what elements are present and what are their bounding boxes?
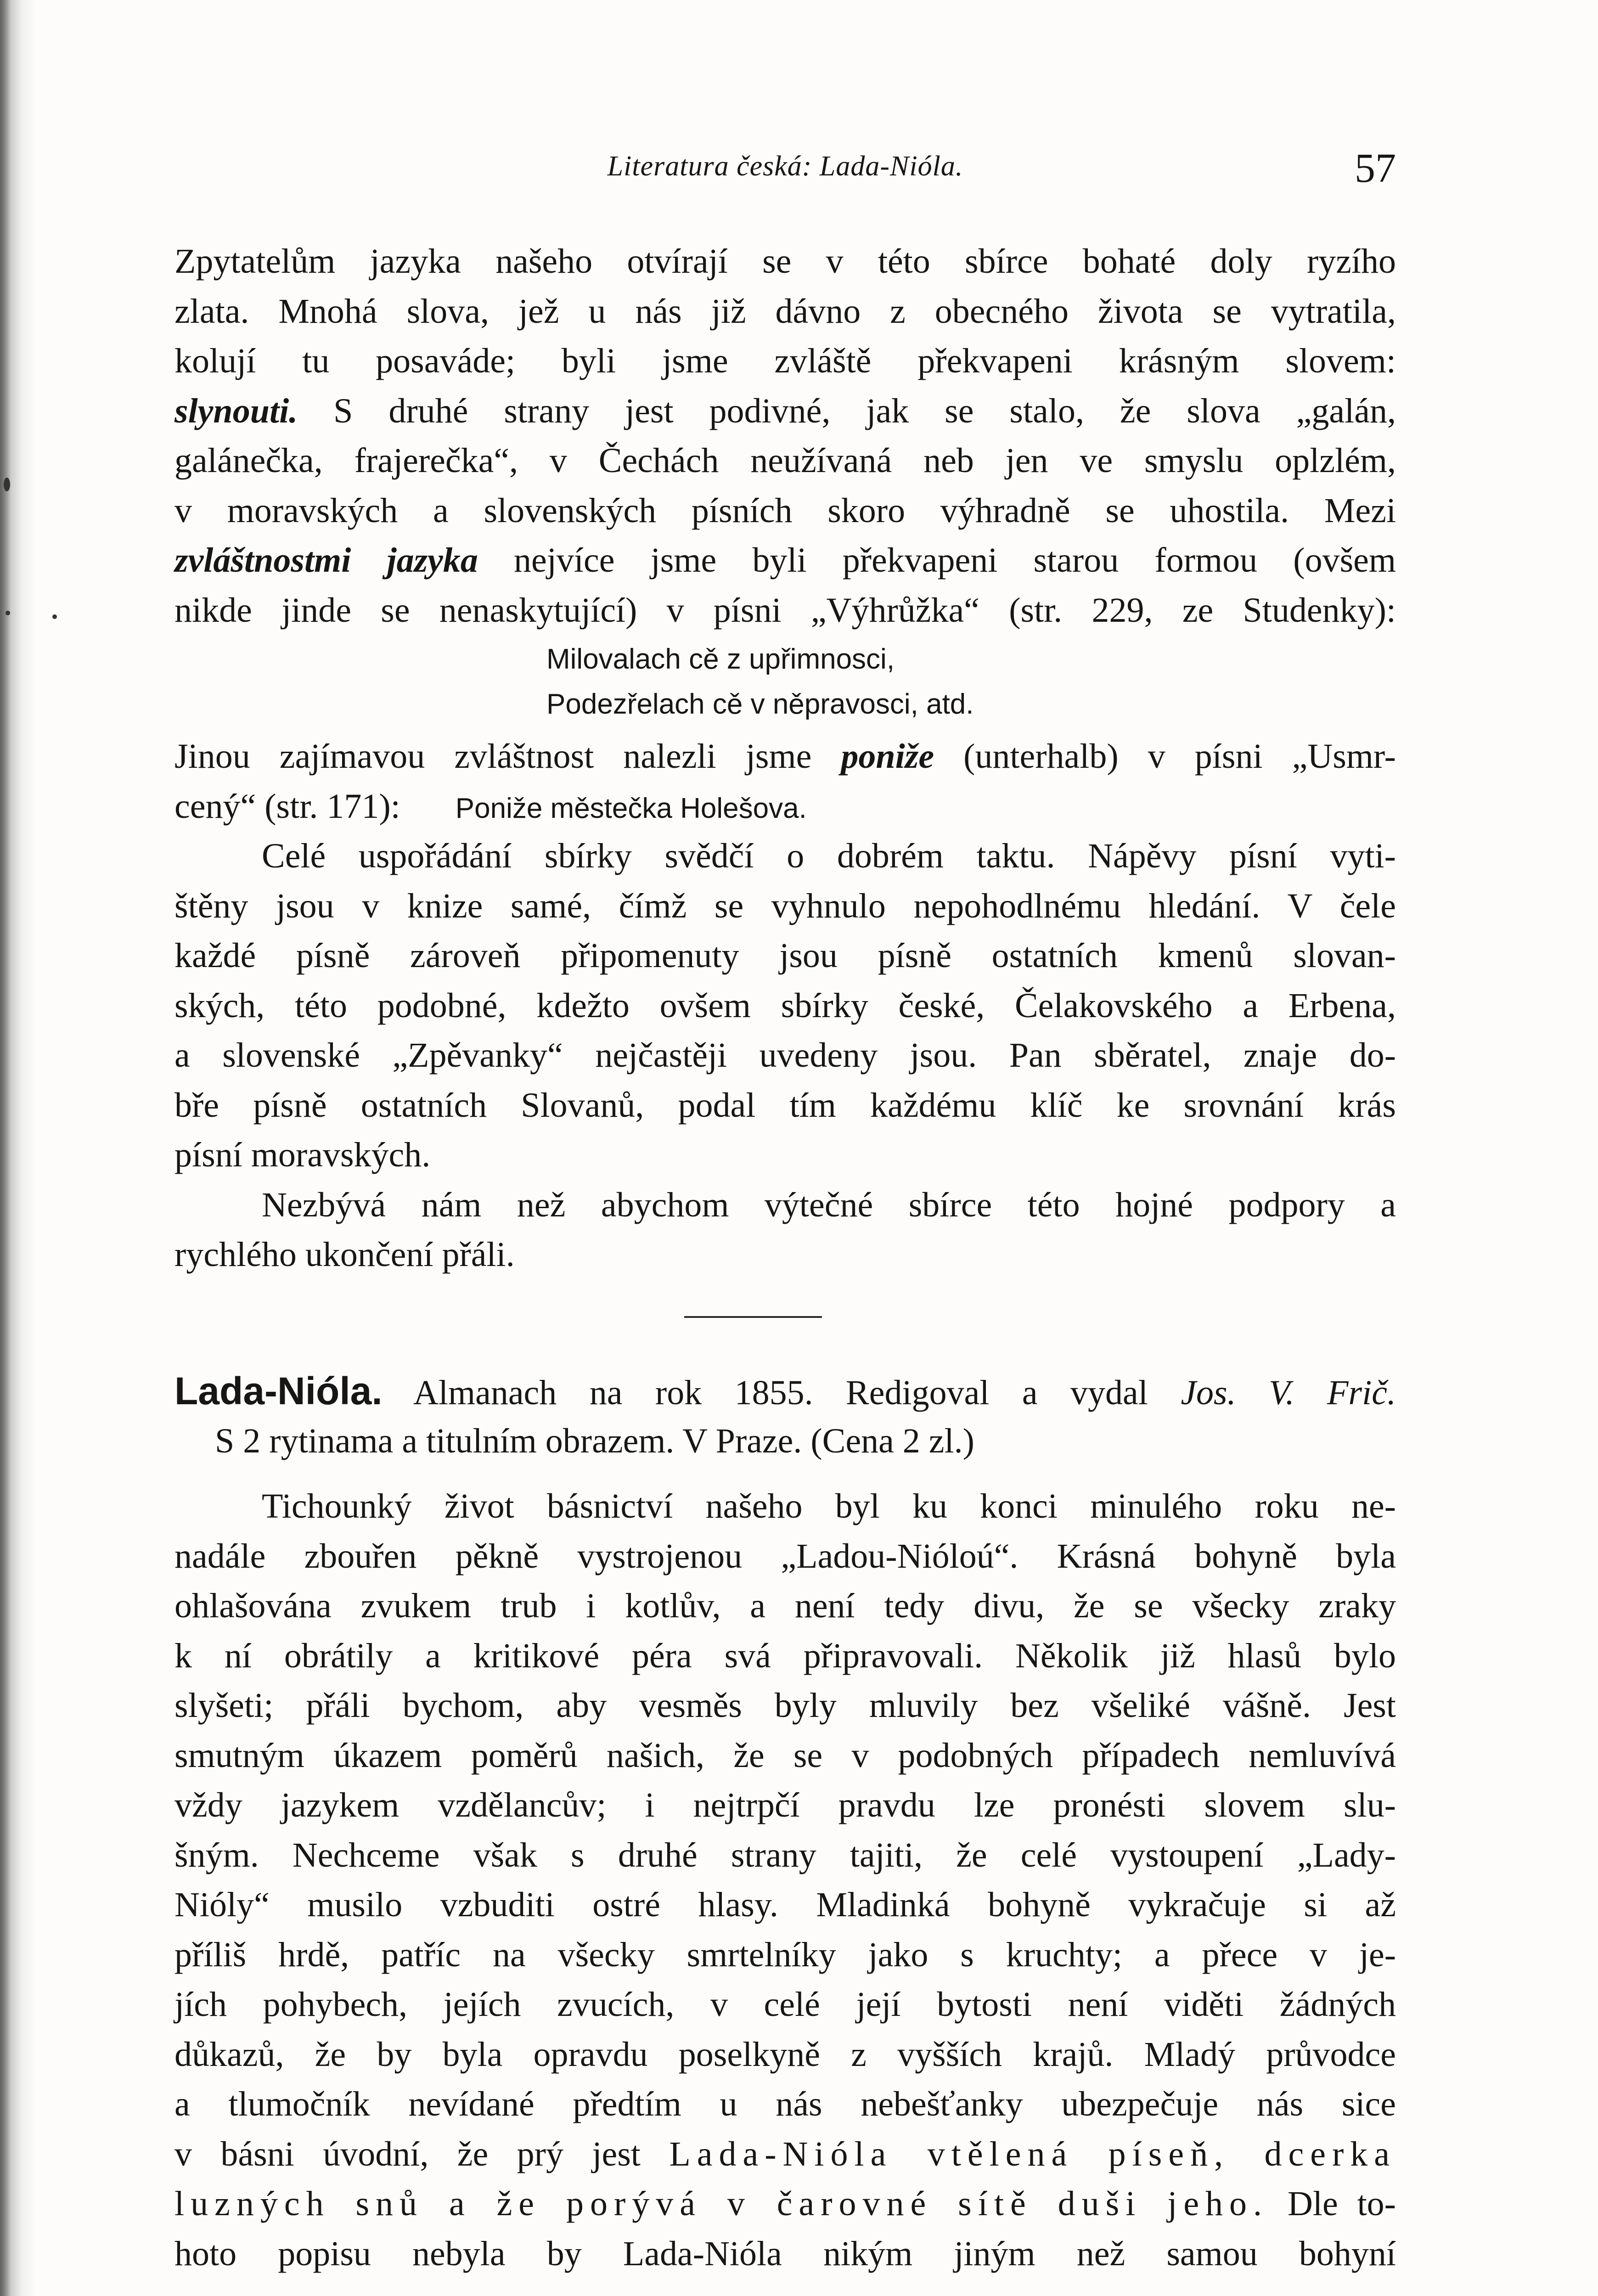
review-continuation — [174, 236, 1396, 635]
paragraph-line: ohlašována zvukem trub i kotlův, a není tedy divu, že se všecky zraky — [174, 1587, 1396, 1625]
section-divider — [684, 1316, 822, 1318]
binding-mark — [4, 478, 10, 491]
inline-quote: Poniže městečka Holešova. — [455, 792, 807, 824]
text-line: kolují tu posaváde; byli jsme zvláště překvapeni krásným slovem: — [174, 342, 1396, 380]
page-header — [174, 145, 1396, 200]
paragraph-line: Celé uspořádání sbírky svědčí o dobrém taktu. Nápěvy písní vyti- — [262, 837, 1396, 875]
binding-mark — [6, 611, 10, 615]
text-line: zvláštnostmi jazyka nejvíce jsme byli překvapeni starou formou (ovšem — [174, 541, 1396, 580]
spaced-emphasis: Lada-Nióla vtělená píseň, dcerka — [669, 2134, 1396, 2173]
subtitle-line: S 2 rytinama a titulním obrazem. V Praze. (Cena 2 zl.) — [215, 1421, 974, 1460]
quote-line: Milovalach cě z upřimnosci, — [546, 643, 895, 675]
paragraph-line: štěny jsou v knize samé, čímž se vyhnulo nepohodlnému hledání. V čele — [174, 886, 1396, 925]
emphasized-word: slynouti. — [174, 391, 298, 430]
text-line: zlata. Mnohá slova, jež u nás již dávno z obecného života se vytratila, — [174, 292, 1396, 331]
spaced-emphasis: luzných snů a že porývá v čarovné sítě duši jeho. — [174, 2184, 1269, 2223]
emphasized-phrase: zvláštnostmi jazyka — [174, 541, 478, 580]
text-line: galánečka, frajerečka“, v Čechách neužívaná neb jen ve smyslu oplzlém, — [174, 441, 1396, 480]
paragraph-line: Nióly“ musilo vzbuditi ostré hlasy. Mladinká bohyně vykračuje si až — [174, 1885, 1396, 1924]
page-number: 57 — [1355, 146, 1396, 191]
binding-mark — [52, 614, 57, 619]
paragraph-line: smutným úkazem poměrů našich, že se v podobných případech nemluvívá — [174, 1736, 1396, 1775]
new-review-heading — [174, 1366, 1396, 1466]
paragraph-line: písní moravských. — [174, 1136, 431, 1174]
paragraph-line: důkazů, že by byla opravdu poselkyně z vyšších krajů. Mladý průvodce — [174, 2035, 1396, 2074]
text-line: nikde jinde se nenaskytující) v písni „Výhrůžka“ (str. 229, ze Studenky): — [174, 591, 1396, 630]
paragraph-line: jích pohybech, jejích zvucích, v celé její bytosti není viděti žádných — [174, 1985, 1396, 2024]
paragraph-line: Nezbývá nám než abychom výtečné sbírce této hojné podpory a — [262, 1185, 1396, 1224]
emphasized-word: poniže — [841, 737, 934, 776]
paragraph-line: Tichounký život básnictví našeho byl ku konci minulého roku ne- — [262, 1487, 1396, 1525]
paragraph-line: hoto popisu nebyla by Lada-Nióla nikým jiným než samou bohyní — [174, 2234, 1396, 2273]
text-line: slynouti. S druhé strany jest podivné, jak se stalo, že slova „galán, — [174, 391, 1396, 430]
paragraph-line: rychlého ukončení přáli. — [174, 1235, 515, 1274]
paragraph-line: nadále zbouřen pěkně vystrojenou „Ladou-Nióloú“. Krásná bohyně byla — [174, 1536, 1396, 1576]
paragraph-line: ských, této podobné, kdežto ovšem sbírky české, Čelakovského a Erbena, — [174, 986, 1396, 1025]
text-line: v moravských a slovenských písních skoro výhradně se uhostila. Mezi — [174, 491, 1396, 530]
paragraph-line: a slovenské „Zpěvanky“ nejčastěji uvedeny jsou. Pan sběratel, znaje do- — [174, 1036, 1396, 1075]
paragraph-line: v básni úvodní, že prý jest Lada-Nióla vtělená píseň, dcerka — [174, 2134, 1396, 2173]
heading-line: Lada-Nióla. Almanach na rok 1855. Redigoval a vydal Jos. V. Frič. — [174, 1369, 1396, 1412]
paragraph-line: bře písně ostatních Slovanů, podal tím každému klíč ke srovnání krás — [174, 1086, 1396, 1125]
paragraph-line: k ní obrátily a kritikové péra svá připravovali. Několik již hlasů bylo — [174, 1636, 1396, 1675]
text-line: Jinou zajímavou zvláštnost nalezli jsme poniže (unterhalb) v písni „Usmr- — [174, 737, 1396, 776]
paragraph-line: šným. Nechceme však s druhé strany tajiti, že celé vystoupení „Lady- — [174, 1835, 1396, 1874]
song-quotation — [174, 637, 1396, 727]
binding-edge-shadow — [0, 0, 36, 2296]
paragraph-line: a tlumočník nevídané předtím u nás nebešťanky ubezpečuje nás sice — [174, 2085, 1396, 2123]
review-continuation-2 — [174, 732, 1396, 1280]
paragraph-line: slyšeti; přáli bychom, aby vesměs byly mluvily bez všeliké vášně. Jest — [174, 1686, 1396, 1725]
paragraph-line: příliš hrdě, patříc na všecky smrtelníky jako s kruchty; a přece v je- — [174, 1935, 1396, 1974]
paragraph-line: vždy jazykem vzdělancův; i nejtrpčí pravdu lze pronésti slovem slu- — [174, 1786, 1396, 1824]
running-head: Literatura česká: Lada-Nióla. — [607, 151, 963, 182]
quote-line: Podezřelach cě v něpravosci, atd. — [546, 688, 974, 720]
text-line: Zpytatelům jazyka našeho otvírají se v této sbírce bohaté doly ryzího — [174, 242, 1396, 281]
paragraph-line: každé písně zároveň připomenuty jsou písně ostatních kmenů slovan- — [174, 936, 1396, 975]
new-review-body — [174, 1481, 1396, 2279]
paragraph-line: luzných snů a že porývá v čarovné sítě duši jeho. Dle to- — [174, 2184, 1396, 2223]
editor-name: Jos. V. Frič. — [1181, 1373, 1396, 1412]
section-title: Lada-Nióla. — [174, 1369, 383, 1412]
text-line: cený“ (str. 171): Poniže městečka Holešova. — [174, 787, 807, 826]
